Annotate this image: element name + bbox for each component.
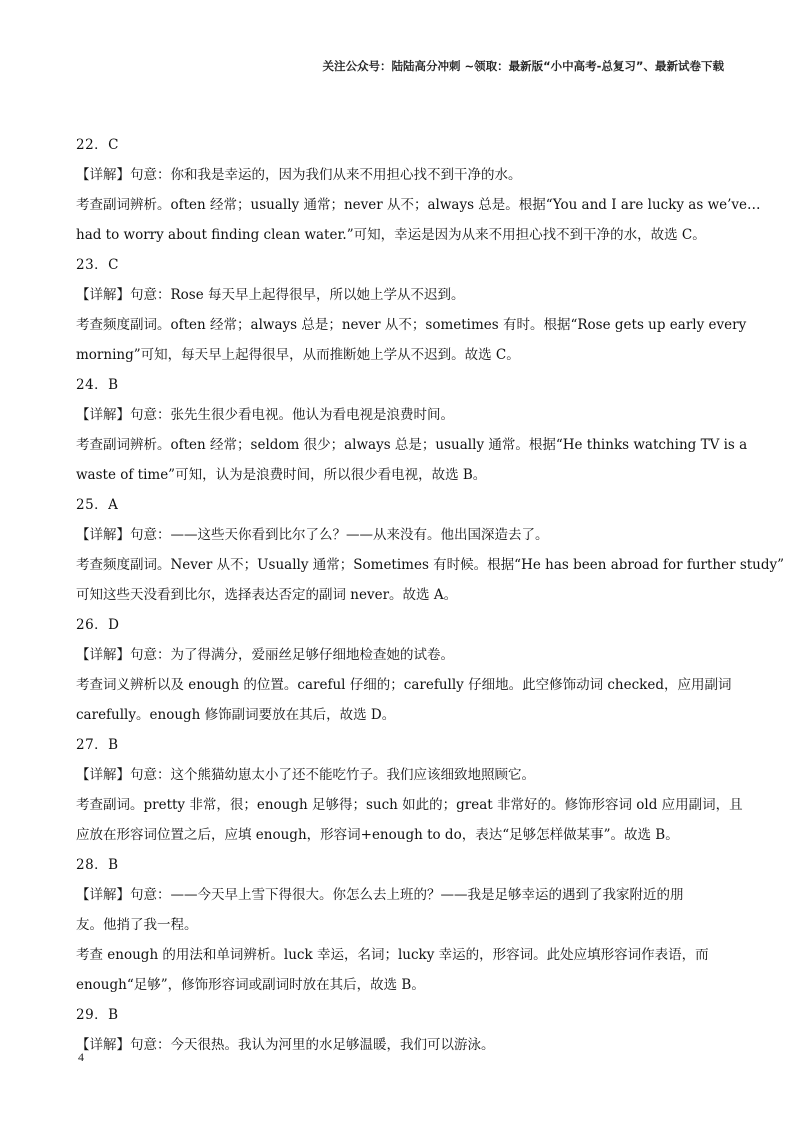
explanation-line: 【详解】句意：Rose 每天早上起得很早，所以她上学从不迟到。: [76, 287, 465, 303]
answer-item: [76, 610, 732, 730]
question-number: 24．B: [76, 377, 119, 393]
explanation-line: 考查词义辨析以及 enough 的位置。careful 仔细的；carefully 仔细地。此空修饰动词 checked，应用副词: [76, 677, 732, 693]
explanation-line: 【详解】句意：今天很热。我认为河里的水足够温暖，我们可以游泳。: [76, 1037, 495, 1053]
question-number: 26．D: [76, 617, 120, 633]
explanation-line: 考查频度副词。Never 从不；Usually 通常；Sometimes 有时候。根据“He has been abroad for further study”: [76, 557, 785, 573]
explanation-line: 【详解】句意：张先生很少看电视。他认为看电视是浪费时间。: [76, 407, 454, 423]
answer-item: [76, 850, 726, 1000]
explanation-line: 可知这些天没看到比尔，选择表达否定的副词 never。故选 A。: [76, 587, 458, 603]
explanation-line: 【详解】句意：这个熊猫幼崽太小了还不能吃竹子。我们应该细致地照顾它。: [76, 767, 535, 783]
explanation-line: 【详解】句意：你和我是幸运的，因为我们从来不用担心找不到干净的水。: [76, 167, 522, 183]
answer-item: [76, 370, 748, 490]
question-number: 29．B: [76, 1007, 119, 1023]
answer-item: [76, 730, 743, 850]
question-number: 23．C: [76, 257, 120, 273]
answer-item: [76, 1000, 726, 1060]
explanation-line: 【详解】句意：——今天早上雪下得很大。你怎么去上班的？——我是足够幸运的遇到了我家附近的朋: [76, 887, 684, 903]
answer-item: [76, 490, 785, 610]
explanation-line: 考查 enough 的用法和单词辨析。luck 幸运，名词；lucky 幸运的，形容词。此处应填形容词作表语，而: [76, 947, 709, 963]
answer-list: [76, 130, 785, 1060]
question-number: 25．A: [76, 497, 119, 513]
answer-item: [76, 250, 747, 370]
explanation-line: 考查副词辨析。often 经常；usually 通常；never 从不；always 总是。根据“You and I are lucky as we’ve…: [76, 197, 761, 213]
explanation-line: 考查副词辨析。often 经常；seldom 很少；always 总是；usually 通常。根据“He thinks watching TV is a: [76, 437, 748, 453]
explanation-line: enough“足够”，修饰形容词或副词时放在其后，故选 B。: [76, 977, 425, 993]
explanation-line: 【详解】句意：——这些天你看到比尔了么？——从来没有。他出国深造去了。: [76, 527, 549, 543]
page-number: 4: [78, 1050, 84, 1064]
explanation-line: 考查副词。pretty 非常，很；enough 足够得；such 如此的；great 非常好的。修饰形容词 old 应用副词，且: [76, 797, 743, 813]
explanation-line: carefully。enough 修饰副词要放在其后，故选 D。: [76, 707, 396, 723]
question-number: 22．C: [76, 137, 120, 153]
explanation-line: had to worry about finding clean water.”可知，幸运是因为从来不用担心找不到干净的水，故选 C。: [76, 227, 706, 243]
answer-item: [76, 130, 761, 250]
question-number: 27．B: [76, 737, 119, 753]
page-header: 关注公众号：陆陆高分冲刺 ~领取：最新版“小中高考-总复习”、最新试卷下载: [322, 59, 724, 73]
explanation-line: 友。他捎了我一程。: [76, 917, 198, 933]
explanation-line: 考查频度副词。often 经常；always 总是；never 从不；sometimes 有时。根据“Rose gets up early every: [76, 317, 747, 333]
explanation-line: 应放在形容词位置之后，应填 enough，形容词+enough to do，表达“足够怎样做某事”。故选 B。: [76, 827, 679, 843]
explanation-line: 【详解】句意：为了得满分，爱丽丝足够仔细地检查她的试卷。: [76, 647, 454, 663]
question-number: 28．B: [76, 857, 119, 873]
explanation-line: waste of time”可知，认为是浪费时间，所以很少看电视，故选 B。: [76, 467, 487, 483]
explanation-line: morning”可知，每天早上起得很早，从而推断她上学从不迟到。故选 C。: [76, 347, 520, 363]
